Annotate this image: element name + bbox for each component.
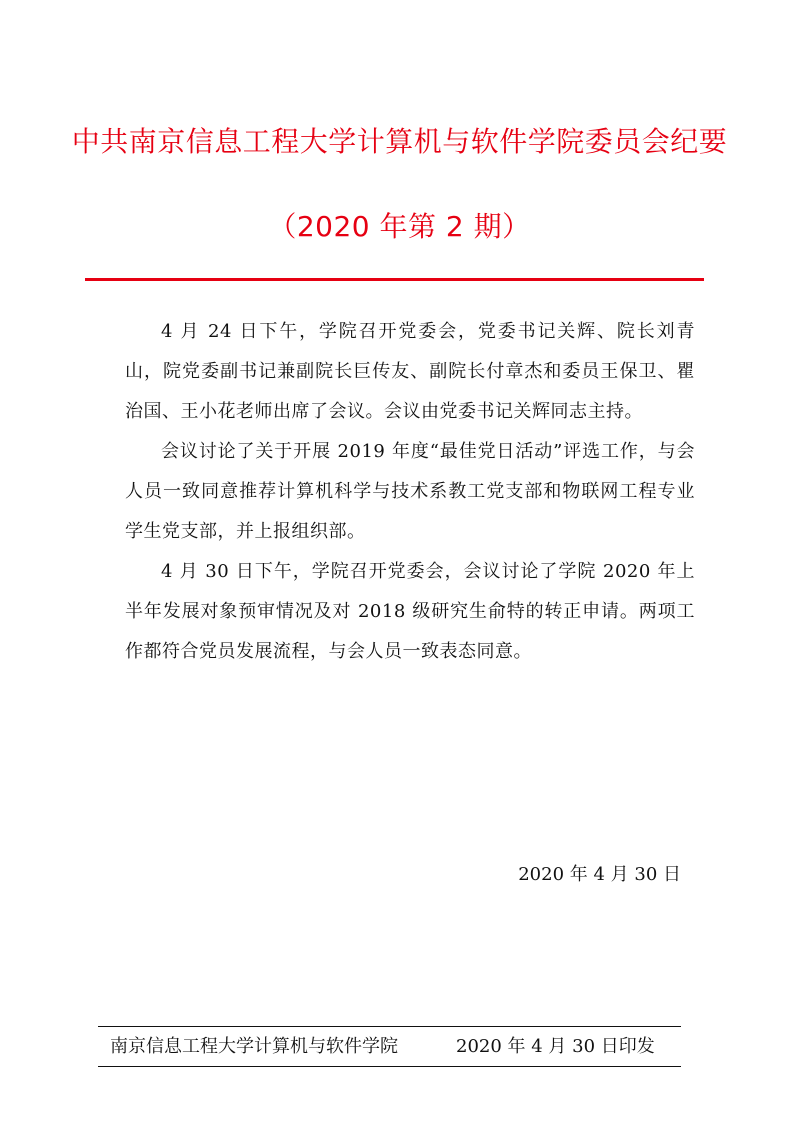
- footer-issue-date: 2020 年 4 月 30 日印发: [456, 1036, 655, 1057]
- document-title: 中共南京信息工程大学计算机与软件学院委员会纪要: [71, 125, 728, 158]
- issue-number: （2020 年第 2 期）: [268, 210, 531, 243]
- minutes-body: [125, 312, 695, 672]
- footer-issuer: 南京信息工程大学计算机与软件学院: [110, 1036, 398, 1057]
- paragraph-2: 会议讨论了关于开展 2019 年度“最佳党日活动”评选工作，与会人员一致同意推荐计算机科学与技术系教工党支部和物联网工程专业学生党支部，并上报组织部。: [125, 441, 695, 542]
- paragraph-3: 4 月 30 日下午，学院召开党委会，会议讨论了学院 2020 年上半年发展对象预审情况及对 2018 级研究生俞特的转正申请。两项工作都符合党员发展流程，与会人员一致表态同意。: [125, 561, 695, 662]
- footer-top-rule: [98, 1026, 681, 1027]
- paragraph-1: 4 月 24 日下午，学院召开党委会，党委书记关辉、院长刘青山，院党委副书记兼副院长巨传友、副院长付章杰和委员王保卫、瞿治国、王小花老师出席了会议。会议由党委书记关辉同志主持。: [125, 321, 695, 422]
- red-header-rule: [85, 278, 704, 281]
- footer-bottom-rule: [98, 1066, 681, 1067]
- document-date: 2020 年 4 月 30 日: [518, 864, 681, 885]
